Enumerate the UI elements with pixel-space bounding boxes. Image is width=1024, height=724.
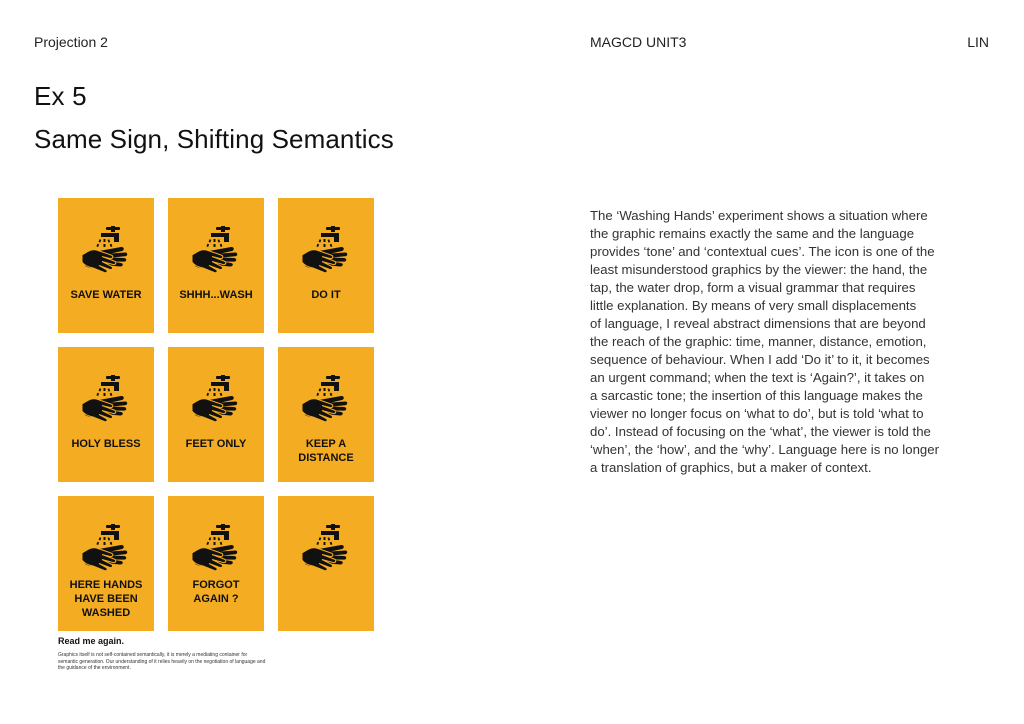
read-me-title: Read me again. [58, 636, 125, 646]
poster-tile [168, 496, 264, 631]
poster-caption: HOLY BLESS [71, 438, 141, 450]
poster-caption: SAVE WATER [70, 289, 142, 301]
hand-washing-icon [81, 522, 131, 572]
poster-caption: DO IT [311, 289, 341, 301]
page-title: Same Sign, Shifting Semantics [34, 124, 394, 154]
poster-tile [168, 198, 264, 333]
header-project-label: Projection 2 [34, 34, 108, 50]
hand-washing-icon [191, 373, 241, 423]
poster-caption: FEET ONLY [185, 438, 247, 450]
poster-caption: SHHH...WASH [179, 289, 253, 301]
hand-washing-icon [191, 224, 241, 274]
read-me-body: Graphics itself is not self-contained semantically, it is merely a mediating container for semantic generation. Our understanding of it relies heavily on the negotiation of language and the guidance of the environment. [58, 652, 266, 672]
poster-grid [58, 198, 374, 631]
exercise-number: Ex 5 [34, 81, 87, 111]
poster-tile [168, 347, 264, 482]
poster-caption: KEEP A DISTANCE [298, 438, 354, 464]
poster-caption: FORGOT AGAIN ? [192, 579, 240, 605]
description-paragraph: The ‘Washing Hands’ experiment shows a situation where the graphic remains exactly the same and the language provides ‘tone’ and ‘contextual cues’. The icon is one of the least misunderstood graphics by the viewer: the hand, the tap, the water drop, form a visual grammar that requires little explanation. By means of very small displacements of language, I reveal abstract dimensions that are beyond the reach of the graphic: time, manner, distance, emotion, sequence of behaviour. When I add ‘Do it’ to it, it becomes an urgent command; when the text is ‘Again?’, it takes on a sarcastic tone; the insertion of this language makes the viewer no longer focus on ‘what to do’, but is told ‘what to do’. Instead of focusing on the ‘what’, the viewer is told the ‘when’, the ‘how’, and the ‘why’. Language here is no longer a translation of graphics, but a maker of context. [590, 208, 939, 475]
poster-tile [58, 347, 154, 482]
hand-washing-icon [81, 373, 131, 423]
poster-caption: HERE HANDS HAVE BEEN WASHED [69, 579, 143, 619]
hand-washing-icon [301, 522, 351, 572]
hand-washing-icon [191, 522, 241, 572]
poster-tile [278, 496, 374, 631]
poster-tile [278, 198, 374, 333]
hand-washing-icon [301, 224, 351, 274]
header-unit-label: MAGCD UNIT3 [590, 34, 687, 50]
poster-tile [278, 347, 374, 482]
hand-washing-icon [301, 373, 351, 423]
poster-tile [58, 496, 154, 631]
poster-tile [58, 198, 154, 333]
hand-washing-icon [81, 224, 131, 274]
header-author-label: LIN [967, 34, 989, 50]
